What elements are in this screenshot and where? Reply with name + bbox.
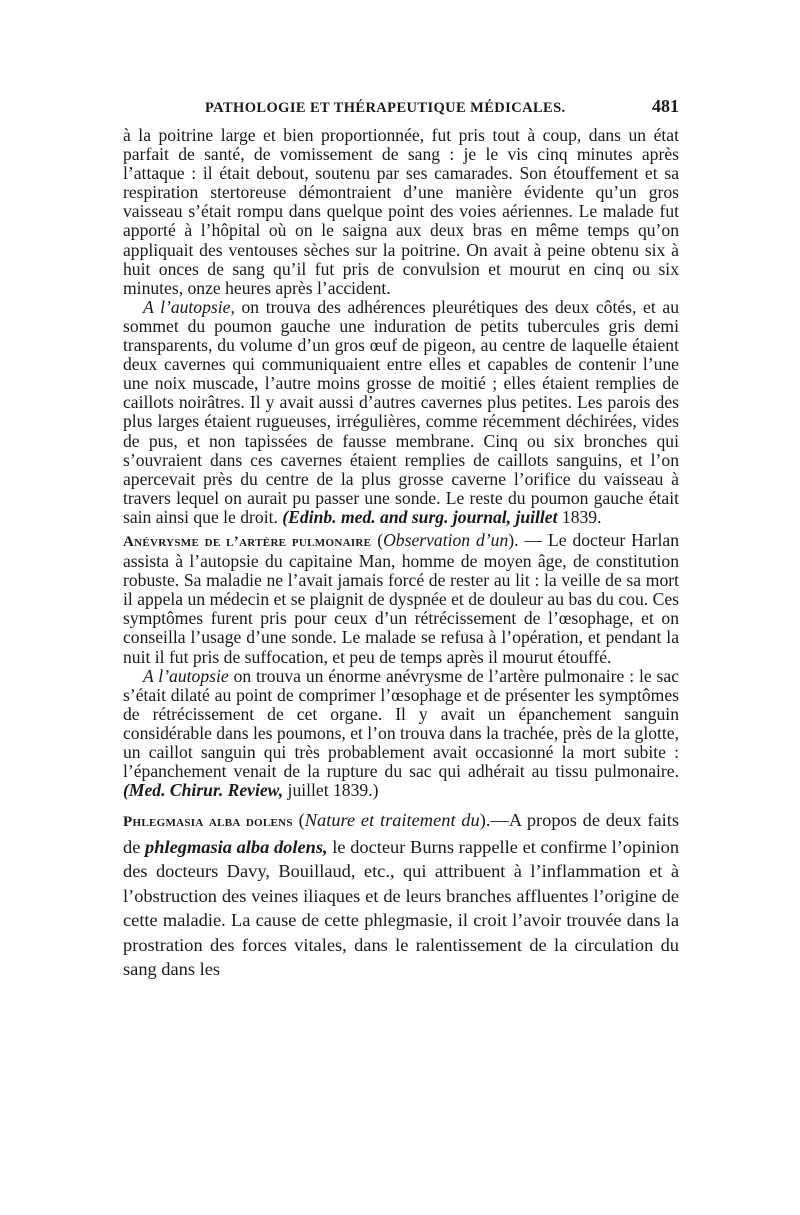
source-citation-tail: 1839. [557, 506, 602, 527]
paragraph-case-history [123, 126, 679, 298]
disease-term: phlegmasia alba dolens, [145, 836, 328, 857]
page-number: 481 [652, 96, 679, 116]
section-gap [123, 800, 679, 808]
running-title: PATHOLOGIE ET THÉRAPEUTIQUE MÉDICALES. [205, 100, 566, 116]
autopsy-lead: A l’autopsie, [143, 296, 235, 317]
heading-note: Observation d’un [383, 529, 509, 550]
heading-note-open: ( [292, 810, 305, 831]
heading-note-open: ( [371, 529, 384, 550]
page-header [123, 96, 679, 126]
source-citation: (Med. Chirur. Review, [123, 780, 284, 801]
paragraph-pulmonary-aneurysm [123, 531, 679, 667]
heading-note-close: ). — [508, 529, 548, 550]
source-citation: (Edinb. med. and surg. journal, juillet [282, 506, 558, 527]
paragraph-text: Le docteur Harlan assista à l’autopsie du capitaine Man, homme de moyen âge, de constitution robuste. Sa maladie ne l’avait jamais forcé de rester au lit : la veille de sa mort il appela un médecin et se plaignit de dyspnée et de douleur au bas du cou. Ces symptômes furent pris pour ceux d’un rétrécissement de l’œsophage, et on conseilla l’usage d’une sonde. Le malade se refusa à l’opération, et pendant la nuit il fut pris de suffocation, et peu de temps après il mourut étouffé. [123, 529, 680, 667]
paragraph-autopsy-aneurysm [123, 667, 679, 801]
paragraph-text: on trouva des adhérences pleurétiques des deux côtés, et au sommet du poumon gauche une induration de petits tubercules gris demi transparents, du volume d’un gros œuf de pigeon, au centre de laquelle étaient deux cavernes qui communiquaient entre elles et capables de contenir l’une une noix muscade, l’autre moins grosse de moitié ; elles étaient remplies de caillots noirâtres. Il y avait aussi d’autres cavernes plus petites. Les parois des plus larges étaient rugueuses, irrégulières, comme récemment déchirées, vides de pus, et non tapissées de fausse membrane. Cinq ou six bronches qui s’ouvraient dans ces cavernes étaient remplies de caillots sanguins, et l’on apercevait près du centre de la plus grosse caverne l’orifice du vaisseau à travers lequel on aurait pu passer une sonde. Le reste du poumon gauche était sain ainsi que le droit. [123, 296, 680, 527]
paragraph-text: on trouva un énorme anévrysme de l’artère pulmonaire : le sac s’était dilaté au point de comprimer l’œsophage et de présenter les symptômes de rétrécissement de cet organe. Il y avait un épanchement sanguin considérable dans les poumons, et l’on trouva dans la trachée, près de la glotte, un caillot sanguin qui très probablement avait occasionné la mort subite : l’épanchement venait de la rupture du sac qui adhérait au tissu pulmonaire. [123, 665, 679, 782]
autopsy-lead: A l’autopsie [143, 665, 229, 686]
book-page [123, 96, 679, 982]
paragraph-autopsy-lung [123, 298, 679, 527]
section-heading: Phlegmasia alba dolens [123, 814, 293, 831]
heading-note-close: ).— [479, 810, 509, 831]
section-heading: Anévrysme de l’artère pulmonaire [123, 533, 372, 550]
source-citation-tail: juillet 1839.) [283, 780, 379, 801]
paragraph-text: à la poitrine large et bien proportionnée, fut pris tout à coup, dans un état parfait de santé, de vomissement de sang : je le vis cinq minutes après l’attaque : il était debout, soutenu par ses camarades. Son étouffement et sa respiration stertoreuse démontraient d’une manière évidente qu’un gros vaisseau s’était rompu dans quelque point des voies aériennes. Le malade fut apporté à l’hôpital où on le saigna aux deux bras en même temps qu’on appliquait des ventouses sèches sur la poitrine. On avait à peine obtenu six à huit onces de sang qu’il fut pris de convulsion et mourut en cinq ou six minutes, onze heures après l’accident. [123, 125, 679, 298]
paragraph-text: le docteur Burns rappelle et confirme l’opinion des docteurs Davy, Bouillaud, etc., qui attribuent à l’inflammation et à l’obstruction des veines iliaques et de leurs branches affluentes l’origine de cette maladie. La cause de cette phlegmasie, il croit l’avoir trouvée dans la prostration des forces vitales, dans le ralentissement de la circulation du sang dans les [123, 836, 680, 980]
heading-note: Nature et traitement du [304, 810, 480, 831]
paragraph-text: A propos de deux faits de [123, 810, 679, 857]
paragraph-phlegmasia [123, 808, 679, 982]
